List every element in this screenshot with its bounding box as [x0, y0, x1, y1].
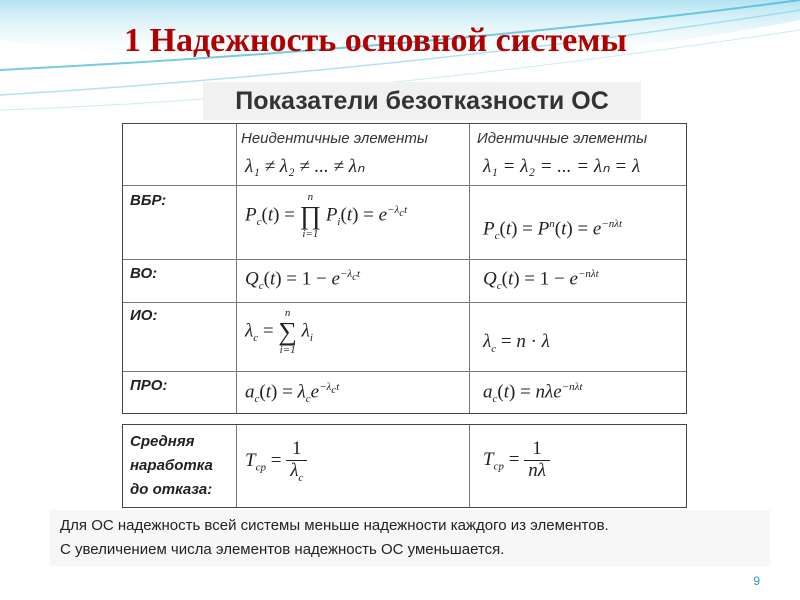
row-label-mtbf: Средняя наработка до отказа: — [130, 433, 213, 498]
slide-title: 1 Надежность основной системы — [124, 22, 627, 59]
row-label-vbr: ВБР: — [130, 192, 167, 209]
formula-vo-identical: $Q_c(t) = 1 - e^{-n\lambda t}$ — [483, 268, 599, 293]
conclusion-note — [50, 510, 770, 566]
formula-io-identical: $\lambda_c = n \cdot \lambda$ — [483, 331, 550, 355]
formula-vo-nonidentical: $Q_c(t) = 1 - e^{-\lambda_ct}$ — [245, 268, 361, 293]
formula-vbr-identical: $P_c(t) = P^n(t) = e^{-n\lambda t}$ — [483, 218, 623, 243]
formula-lambda-nonidentical: λ₁ ≠ λ₂ ≠ ... ≠ λₙ — [245, 156, 365, 177]
slide-subtitle: Показатели безотказности ОС — [203, 82, 641, 120]
reliability-table — [122, 123, 687, 414]
mtbf-table — [122, 424, 687, 508]
formula-io-nonidentical: $\lambda_c$ = n ∑ i=1 $\lambda_i$ — [245, 307, 313, 356]
conclusion-line-1: Для ОС надежность всей системы меньше надежности каждого из элементов. — [60, 517, 609, 534]
formula-vbr-nonidentical: $P_c(t)$ = n ∏ i=1 $P_i(t) = e^{-\lambda_ct}$ — [245, 191, 408, 240]
formula-pro-identical: $a_c(t) = n\lambda e^{-n\lambda t}$ — [483, 381, 583, 406]
formula-mtbf-nonidentical: $T_{cp}$ = $\frac{1}{\lambda_c}$ — [245, 439, 307, 484]
row-label-vo: ВО: — [130, 265, 158, 282]
page-number: 9 — [753, 574, 760, 588]
header-nonidentical: Неидентичные элементы — [241, 130, 428, 147]
formula-mtbf-identical: $T_{cp}$ = $\frac{1}{n\lambda}$ — [483, 439, 550, 482]
row-label-pro: ПРО: — [130, 377, 168, 394]
conclusion-line-2: С увеличением числа элементов надежность ОС уменьшается. — [60, 541, 505, 558]
row-label-io: ИО: — [130, 307, 158, 324]
header-identical: Идентичные элементы — [477, 130, 648, 147]
formula-pro-nonidentical: $a_c(t) = \lambda_ce^{-\lambda_ct}$ — [245, 381, 340, 406]
formula-lambda-identical: λ₁ = λ₂ = ... = λₙ = λ — [483, 156, 641, 177]
